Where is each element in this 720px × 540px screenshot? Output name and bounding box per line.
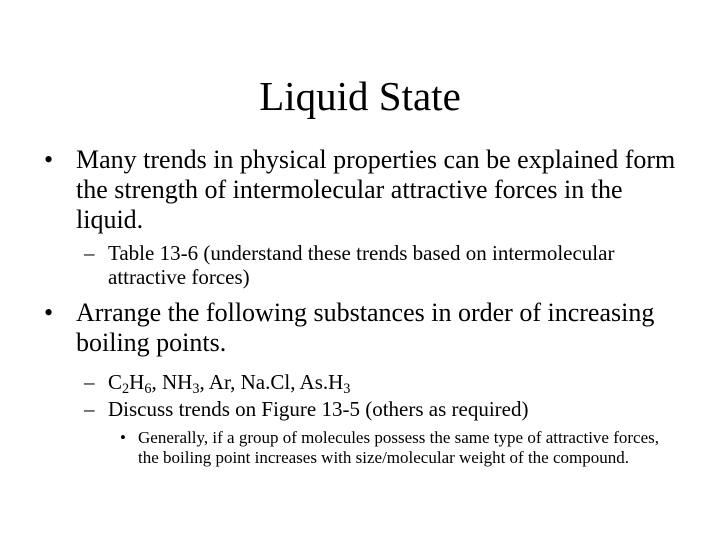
bullet-marker: •: [44, 298, 54, 327]
sub-bullet-discuss: [84, 397, 668, 421]
dash-marker: –: [84, 397, 95, 421]
bullet-trends-text: Many trends in physical properties can be explained form the strength of intermolecular attractive forces in the liquid.: [76, 145, 676, 234]
bullet-arrange-text: Arrange the following substances in order of increasing boiling points.: [76, 298, 655, 357]
dash-marker: –: [84, 241, 95, 265]
slide-title: Liquid State: [259, 73, 461, 119]
sub-bullet-table: [84, 241, 668, 289]
formula-nh3: $NH_3$: [161, 370, 200, 397]
sub-bullet-discuss-text: Discuss trends on Figure 13-5 (others as required): [108, 397, 529, 421]
separator: , Ar, Na.Cl,: [199, 370, 300, 394]
sub-bullet-table-text: Table 13-6 (understand these trends based on intermolecular attractive forces): [108, 241, 615, 289]
bullet-trends: [44, 145, 686, 235]
dash-marker: –: [84, 370, 95, 394]
sub-sub-bullet-generally: [120, 428, 678, 468]
formula-c2h6: $C_2H_6$: [108, 370, 152, 397]
separator: ,: [151, 370, 162, 394]
sub-bullet-substances: [84, 370, 668, 397]
formula-ash3: $As.H_3$: [299, 370, 351, 397]
sub-sub-bullet-generally-text: Generally, if a group of molecules possess the same type of attractive forces, the boiling point increases with size/molecular weight of the compound.: [138, 428, 659, 467]
bullet-arrange: [44, 298, 686, 358]
bullet-marker: •: [44, 145, 54, 174]
bullet-marker: •: [120, 428, 126, 447]
